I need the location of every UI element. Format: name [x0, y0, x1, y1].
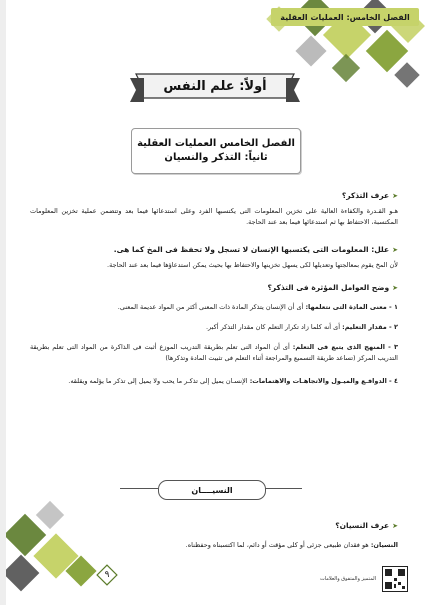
- factor-4-title: ٤ - الدوافـع والميـول والاتجاهـات والاهتمامات:: [249, 377, 398, 385]
- nisyan-rule-left: [120, 488, 158, 489]
- bullet-arrow-icon: ➤: [392, 192, 398, 200]
- chapter-tab-label: الفصل الخامس: العمليات العقلية: [280, 12, 410, 22]
- factor-2: [30, 322, 398, 333]
- question-3: [30, 282, 398, 294]
- nisyan-heading: النسيــــان: [191, 485, 233, 495]
- factor-3-text: أى أن المواد التى تعلم بطريقة التدريب الموزع أثبت فى الذاكرة من المواد التى تعلم بطريقة التدريب المركز (تساعد طريقة التسميع والمراجعة أثناء التعلم فى تثبيت المادة وتذكرها): [30, 343, 398, 362]
- lesson-title-box: [131, 128, 301, 174]
- nisyan-heading-box: [158, 480, 266, 500]
- footer-series-text: المتميز والمتفوق والعلامات: [320, 576, 376, 582]
- qr-code-icon: [382, 566, 408, 592]
- page-number: ٩: [104, 570, 110, 580]
- question-2-text: علل: المعلومات التى يكتسبها الإنسان لا تسجل ولا تحفظ فى المخ كما هى.: [113, 245, 390, 254]
- answer-4-title: النسيان:: [370, 541, 398, 549]
- question-4-text: عرف النسيان؟: [335, 521, 390, 530]
- bullet-arrow-icon: ➤: [392, 284, 398, 292]
- factor-3: [30, 342, 398, 364]
- question-2: [30, 244, 398, 256]
- factor-1-title: ١ - معنى المادة التى نتعلمها:: [305, 303, 398, 311]
- factor-2-title: ٢ - مقدار التعليم:: [342, 323, 398, 331]
- answer-4-text: هو فقدان طبيعى جزئى أو كلى مؤقت أو دائم، لما اكتسبناه وحفظناه.: [185, 541, 369, 549]
- answer-2: لأن المخ يقوم بمعالجتها وتعديلها لكى يسهل تخزينها والاحتفاظ بها بحيث يمكن استدعاؤها فيما بعد عند الحاجة.: [107, 261, 398, 269]
- answer-4: [30, 540, 398, 551]
- chapter-tab: [271, 8, 419, 26]
- answer-1: هـو القـدرة والكفاءة العالية على تخزين المعلومات التى يكتسبها الفرد وعلى استدعائها فيما بعد وتتضمن عملية تخزين المعلومات المكتسبة، الاحتفاظ بها ثم استدعائها فيما بعد عند الحاجة.: [30, 207, 398, 226]
- lesson-title-line1: الفصل الخامس العمليات العقلية: [137, 138, 295, 149]
- factor-3-title: ٣ - المنهج الذى يتبع فى التعلم:: [292, 343, 398, 351]
- ribbon-title: أولاً: علم النفس: [163, 78, 267, 94]
- factor-2-text: أى أنه كلما زاد تكرار التعلم كان مقدار التذكر أكبر.: [205, 323, 341, 331]
- bullet-arrow-icon: ➤: [392, 522, 398, 530]
- lesson-title-line2: ثانياً: التذكر والنسيان: [164, 152, 268, 163]
- nisyan-rule-right: [264, 488, 302, 489]
- left-edge-strip: [0, 0, 6, 605]
- question-3-text: وضح العوامل المؤثرة فى التذكر؟: [267, 283, 390, 292]
- question-4: [30, 520, 398, 532]
- factor-1-text: أى أن الإنسان يتذكر المادة ذات المعنى أكثر من المواد عديمة المعنى.: [117, 303, 304, 311]
- factor-1: [30, 302, 398, 313]
- bullet-arrow-icon: ➤: [392, 246, 398, 254]
- factor-4-text: الإنسـان يميل إلى تذكـر ما يحب ولا يميل إلى تذكر ما يؤلمه ويقلقه.: [68, 377, 248, 385]
- factor-4: [30, 376, 398, 387]
- question-1: [30, 190, 398, 202]
- question-1-text: عرف التذكر؟: [341, 191, 390, 200]
